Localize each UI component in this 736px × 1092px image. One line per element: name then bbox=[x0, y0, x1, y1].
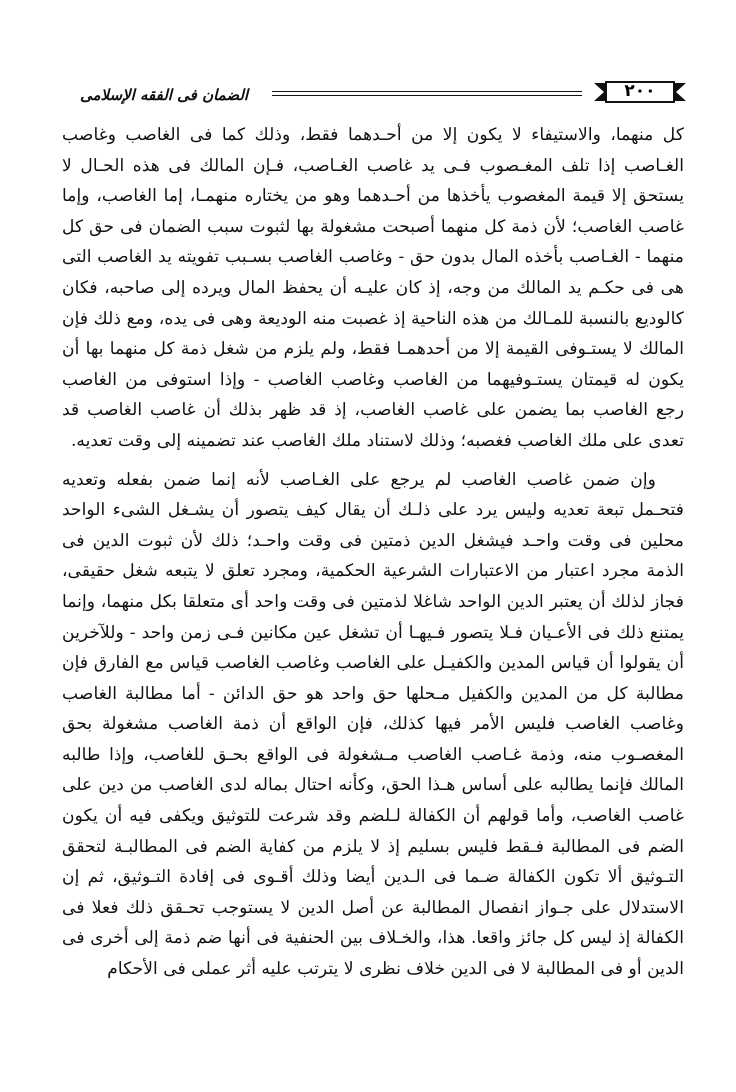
paragraph-2: وإن ضمن غاصب الغاصب لم يرجع على الغـاصب لأنه إنما ضمن بفعله وتعديه فتحـمل تبعة تعديه وليس يرد على ذلـك أن يقال كيف يتصور أن يشـغل الشىء الواحد محلين فى وقت واحـد فيشغل الدين ذمتين فى وقت واحـد؛ ذلك لأن ثبوت الدين فى الذمة مجرد اعتبار من الاعتبارات الشرعية الحكمية، ومجرد تعلق لا يتبعه شغل حقيقى، فجاز لذلك أن يعتبر الدين الواحد شاغلا لذمتين فى وقت واحد أى متعلقا بكل منهما، وإنما يمتنع ذلك فى الأعـيان فـلا يتصور فـيهـا أن تشغل عين مكانين فـى زمن واحد - وللآخرين أن يقولوا أن قياس المدين والكفيـل على الغاصب وغاصب الغاصب قياس مع الفارق فإن مطالبة كل من المدين والكفيل مـحلها حق واحد هو حق الدائن - أما مطالبة الغاصب وغاصب الغاصب فليس الأمر فيها كذلك، فإن الواقع أن ذمة الغاصب مشغولة بحق المغصـوب منه، وذمة غـاصب الغاصب مـشغولة فى الواقع بحـق للغاصب، وإذا طالبه المالك فإنما يطالبه على أساس هـذا الحق، وكأنه احتال بماله لدى الغاصب من دين على غاصب الغاصب، وأما قولهم أن الكفالة لـلضم وقد شرعت للتوثيق ويكفى فيه أن يكون الضم فى المطالبة فـقط فليس بسليم إذ لا يلزم من كفاية الضم فى المطالبـة لتحقق التـوثيق ألا تكون الكفالة ضـما فى الـدين أيضا وذلك أقـوى فى إفادة التـوثيق، ثم إن الاستدلال على جـواز انفصال المطالبة عن أصل الدين لا يستوجب تحـقق ذلك فعلا فى الكفالة إذ ليس كل جائز واقعا. هذا، والخـلاف بين الحنفية فى أنها ضم ذمة إلى أخرى فى الدين أو فى المطالبة لا فى الدين خلاف نظرى لا يترتب عليه أثر عملى فى الأحكام bbox=[62, 469, 684, 980]
header-rule bbox=[272, 91, 582, 96]
page-number-frame bbox=[594, 80, 686, 104]
page-header bbox=[60, 80, 686, 114]
running-title: الضمان فى الفقه الإسلامى bbox=[80, 86, 249, 104]
page-number: ٢٠٠ bbox=[624, 81, 656, 101]
paragraph-1: كل منهما، والاستيفاء لا يكون إلا من أحـدهما فقط، وذلك كما فى الغاصب وغاصب الغـاصب إذا تلف المغـصوب فـى يد غاصب الغـاصب، فـإن المالك فى هذه الحـال لا يستحق إلا قيمة المغصوب يأخذها من أحـدهما وهو من يختاره منهمـا، إما الغاصب، وإما غاصب الغاصب؛ لأن ذمة كل منهما أصبحت مشغولة بها لثبوت سبب الضمان فى حق كل منهما - الغـاصب بأخذه المال بدون حق - وغاصب الغاصب بسـبب تفويته يد الغاصب التى هى فى حكـم يد المالك من وجه، إذ كان عليـه أن يحفظ المال ويرده إلى صاحبه، فكان كالوديع بالنسبة للمـالك من هذه الناحية إذ غصبت منه الوديعة وهى فى يده، ومع ذلك فإن المالك لا يستـوفى القيمة إلا من أحدهمـا فقط، ولم يلزم من شغل ذمة كل منهما بها أن يكون له قيمتان يستـوفيهما من الغاصب وغاصب الغاصب - وإذا استوفى من الغاصب رجع الغاصب بما يضمن على غاصب الغاصب، إذ قد ظهر بذلك أن غاصب الغاصب قد تعدى على ملك الغاصب فغصبه؛ وذلك لاستناد ملك الغاصب عند تضمينه إلى وقت تعديه. bbox=[62, 125, 684, 451]
body-text bbox=[62, 120, 684, 985]
